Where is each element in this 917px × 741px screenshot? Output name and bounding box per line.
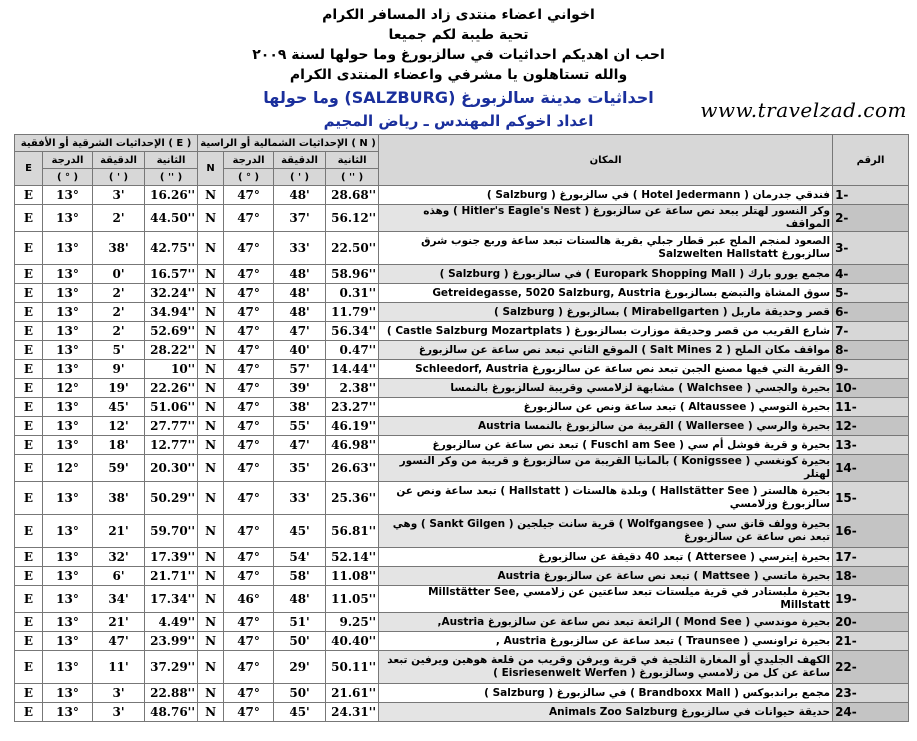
east-seconds: 17.34'': [145, 586, 198, 613]
row-number: 2-: [833, 205, 909, 232]
north-seconds: 58.96'': [326, 265, 379, 284]
north-degrees: 47°: [224, 436, 274, 455]
east-seconds: 22.26'': [145, 379, 198, 398]
north-degrees: 47°: [224, 322, 274, 341]
north-degrees: 47°: [224, 341, 274, 360]
north-letter: N: [198, 232, 224, 265]
north-seconds: 23.27'': [326, 398, 379, 417]
north-letter: N: [198, 379, 224, 398]
place-name: بحيرة و قرية فوشل أم سي ( Fuschl am See ) تبعد نص ساعة عن سالزبورغ: [379, 436, 833, 455]
north-degrees: 47°: [224, 703, 274, 722]
north-degrees: 47°: [224, 455, 274, 482]
north-degrees: 47°: [224, 379, 274, 398]
row-number: 17-: [833, 548, 909, 567]
north-letter: N: [198, 651, 224, 684]
table-row: [15, 515, 909, 548]
table-row: [15, 613, 909, 632]
north-seconds: 56.34'': [326, 322, 379, 341]
east-minutes: 2': [93, 322, 145, 341]
east-seconds: 12.77'': [145, 436, 198, 455]
east-seconds: 23.99'': [145, 632, 198, 651]
document-title: احداثيات مدينة سالزبورغ (SALZBURG) وما حولها: [263, 88, 654, 107]
place-name: بحيرة ملبستادر في قرية ميلستات تبعد ساعتين عن زلامسي Millstätter See, Millstatt: [379, 586, 833, 613]
north-seconds: 56.12'': [326, 205, 379, 232]
east-minutes: 2': [93, 205, 145, 232]
place-header: المكان: [379, 135, 833, 186]
table-row: [15, 265, 909, 284]
place-name: بحيرة إيترسي ( Attersee ) تبعد 40 دقيقة عن سالزبورغ: [379, 548, 833, 567]
east-letter: E: [15, 205, 43, 232]
north-letter: N: [198, 303, 224, 322]
place-name: بحيرة هالستر ( Hallstätter See ) وبلدة هالستات ( Hallstatt ) تبعد ساعة ونص عن سالزبورغ وزلامسي: [379, 482, 833, 515]
east-seconds: 17.39'': [145, 548, 198, 567]
east-seconds: 16.57'': [145, 265, 198, 284]
east-degrees: 13°: [43, 232, 93, 265]
north-minutes: 48': [274, 265, 326, 284]
n-degrees-header: الدرجة: [224, 152, 274, 169]
north-seconds: 40.40'': [326, 632, 379, 651]
row-number: 24-: [833, 703, 909, 722]
east-degrees: 13°: [43, 398, 93, 417]
table-row: [15, 684, 909, 703]
north-degrees: 47°: [224, 651, 274, 684]
north-minutes: 48': [274, 303, 326, 322]
north-letter: N: [198, 265, 224, 284]
east-seconds: 22.88'': [145, 684, 198, 703]
east-degrees: 12°: [43, 455, 93, 482]
east-letter: E: [15, 186, 43, 205]
intro-line: احب ان اهديكم احداثيات في سالزبورغ وما حولها لسنة ٢٠٠٩: [252, 47, 665, 63]
row-number: 18-: [833, 567, 909, 586]
east-seconds: 44.50'': [145, 205, 198, 232]
place-name: القرية التي فيها مصنع الجبن تبعد نص ساعة عن سالزبورغ Schleedorf, Austria: [379, 360, 833, 379]
n-seconds-symbol: ( '' ): [326, 169, 379, 186]
row-number: 23-: [833, 684, 909, 703]
place-name: بحيرة والرسي ( Wallersee ) القريبة من سالزبورغ بالنمسا Austria: [379, 417, 833, 436]
north-letter: N: [198, 613, 224, 632]
row-number: 3-: [833, 232, 909, 265]
north-letter: N: [198, 684, 224, 703]
east-seconds: 21.71'': [145, 567, 198, 586]
table-row: [15, 284, 909, 303]
east-letter: E: [15, 360, 43, 379]
north-seconds: 11.79'': [326, 303, 379, 322]
east-minutes: 21': [93, 613, 145, 632]
east-letter: E: [15, 455, 43, 482]
place-name: مواقف مكان الملح ( Salt Mines 2 ) الموقع الثاني تبعد نص ساعة عن سالزبورغ: [379, 341, 833, 360]
e-minutes-symbol: ( ' ): [93, 169, 145, 186]
north-minutes: 57': [274, 360, 326, 379]
place-name: حديقة حيوانات في سالزبورغ Animals Zoo Salzburg: [379, 703, 833, 722]
n-degrees-symbol: ( ° ): [224, 169, 274, 186]
north-seconds: 52.14'': [326, 548, 379, 567]
n-seconds-header: الثانية: [326, 152, 379, 169]
north-seconds: 46.19'': [326, 417, 379, 436]
place-name: بحيرة التوسي ( Altaussee ) تبعد ساعة ونص عن سالزبورغ: [379, 398, 833, 417]
greeting-line: اخواني اعضاء منتدى زاد المسافر الكرام: [322, 7, 595, 23]
table-row: [15, 379, 909, 398]
east-minutes: 38': [93, 232, 145, 265]
e-minutes-header: الدقيقة: [93, 152, 145, 169]
north-degrees: 47°: [224, 567, 274, 586]
row-number: 15-: [833, 482, 909, 515]
table-row: [15, 703, 909, 722]
north-seconds: 14.44'': [326, 360, 379, 379]
north-seconds: 21.61'': [326, 684, 379, 703]
east-degrees: 13°: [43, 186, 93, 205]
table-row: [15, 205, 909, 232]
north-degrees: 47°: [224, 482, 274, 515]
n-minutes-header: الدقيقة: [274, 152, 326, 169]
east-degrees: 13°: [43, 515, 93, 548]
table-row: [15, 455, 909, 482]
east-seconds: 32.24'': [145, 284, 198, 303]
east-degrees: 13°: [43, 703, 93, 722]
east-letter: E: [15, 703, 43, 722]
east-letter: E: [15, 632, 43, 651]
place-name: بحيرة تراونسي ( Traunsee ) تبعد ساعة عن سالزبورغ Austria ,: [379, 632, 833, 651]
east-letter: E: [15, 303, 43, 322]
east-seconds: 27.77'': [145, 417, 198, 436]
north-seconds: 2.38'': [326, 379, 379, 398]
header-row-top: [15, 135, 909, 152]
north-seconds: 28.68'': [326, 186, 379, 205]
north-degrees: 47°: [224, 303, 274, 322]
greeting-subline: تحية طيبة لكم جميعا: [388, 27, 529, 43]
table-row: [15, 548, 909, 567]
row-number: 9-: [833, 360, 909, 379]
east-minutes: 21': [93, 515, 145, 548]
east-minutes: 19': [93, 379, 145, 398]
east-letter: E: [15, 567, 43, 586]
east-degrees: 13°: [43, 360, 93, 379]
north-seconds: 0.47'': [326, 341, 379, 360]
east-degrees: 13°: [43, 632, 93, 651]
place-name: الكهف الجليدي أو المغارة الثلجية في قرية ويرفن وقريب من قلعة هوهين ويرفين تبعد ساعة عن كل من زلامسي وسالزبورغ ( Eisriesenwelt Werfen ): [379, 651, 833, 684]
place-name: بحيرة ماتسي ( Mattsee ) تبعد نص ساعة عن سالزبورغ Austria: [379, 567, 833, 586]
north-seconds: 26.63'': [326, 455, 379, 482]
north-letter: N: [198, 548, 224, 567]
east-minutes: 12': [93, 417, 145, 436]
north-seconds: 24.31'': [326, 703, 379, 722]
east-degrees: 13°: [43, 322, 93, 341]
n-minutes-symbol: ( ' ): [274, 169, 326, 186]
east-letter: E: [15, 586, 43, 613]
north-minutes: 50': [274, 632, 326, 651]
east-letter: E: [15, 322, 43, 341]
row-number: 21-: [833, 632, 909, 651]
north-letter: N: [198, 205, 224, 232]
east-letter: E: [15, 651, 43, 684]
north-degrees: 47°: [224, 632, 274, 651]
place-name: الصعود لمنجم الملح عبر قطار جبلي بقرية هالستات تبعد ساعة وربع جنوب شرق سالزبورغ Salzwelten Hallstatt: [379, 232, 833, 265]
east-seconds: 34.94'': [145, 303, 198, 322]
north-degrees: 47°: [224, 515, 274, 548]
east-degrees: 13°: [43, 303, 93, 322]
table-row: [15, 651, 909, 684]
north-degrees: 47°: [224, 360, 274, 379]
website-watermark: www.travelzad.com: [700, 98, 907, 122]
north-degrees: 47°: [224, 417, 274, 436]
row-number: 13-: [833, 436, 909, 455]
east-letter: E: [15, 284, 43, 303]
north-degrees: 47°: [224, 186, 274, 205]
east-minutes: 3': [93, 684, 145, 703]
author-line: اعداد اخوكم المهندس ـ رياض المجيم: [323, 112, 594, 130]
table-row: [15, 436, 909, 455]
north-letter: N: [198, 398, 224, 417]
north-minutes: 39': [274, 379, 326, 398]
north-minutes: 33': [274, 482, 326, 515]
north-seconds: 25.36'': [326, 482, 379, 515]
north-minutes: 35': [274, 455, 326, 482]
row-number: 14-: [833, 455, 909, 482]
east-degrees: 13°: [43, 284, 93, 303]
north-seconds: 0.31'': [326, 284, 379, 303]
row-number: 7-: [833, 322, 909, 341]
place-name: وكر النسور لهتلر يبعد نص ساعة عن سالزبورغ ( Hitler's Eagle's Nest ) وهذه المواقف: [379, 205, 833, 232]
north-minutes: 58': [274, 567, 326, 586]
row-number: 10-: [833, 379, 909, 398]
north-minutes: 38': [274, 398, 326, 417]
row-number: 20-: [833, 613, 909, 632]
east-minutes: 34': [93, 586, 145, 613]
table-body: [15, 186, 909, 722]
east-degrees: 13°: [43, 684, 93, 703]
e-letter-header: E: [15, 152, 43, 186]
row-number: 16-: [833, 515, 909, 548]
table-row: [15, 341, 909, 360]
e-seconds-header: الثانية: [145, 152, 198, 169]
east-seconds: 51.06'': [145, 398, 198, 417]
east-minutes: 5': [93, 341, 145, 360]
table-row: [15, 360, 909, 379]
north-minutes: 40': [274, 341, 326, 360]
east-degrees: 13°: [43, 548, 93, 567]
east-letter: E: [15, 341, 43, 360]
east-letter: E: [15, 613, 43, 632]
north-letter: N: [198, 417, 224, 436]
east-seconds: 37.29'': [145, 651, 198, 684]
north-letter: N: [198, 482, 224, 515]
east-minutes: 32': [93, 548, 145, 567]
north-minutes: 50': [274, 684, 326, 703]
north-minutes: 48': [274, 284, 326, 303]
north-minutes: 51': [274, 613, 326, 632]
north-seconds: 22.50'': [326, 232, 379, 265]
north-seconds: 56.81'': [326, 515, 379, 548]
north-minutes: 33': [274, 232, 326, 265]
north-minutes: 54': [274, 548, 326, 567]
coordinates-table: [14, 134, 909, 722]
east-seconds: 50.29'': [145, 482, 198, 515]
table-row: [15, 482, 909, 515]
east-seconds: 42.75'': [145, 232, 198, 265]
north-letter: N: [198, 360, 224, 379]
north-minutes: 45': [274, 515, 326, 548]
north-degrees: 47°: [224, 548, 274, 567]
north-minutes: 47': [274, 436, 326, 455]
east-minutes: 11': [93, 651, 145, 684]
north-minutes: 37': [274, 205, 326, 232]
table-row: [15, 322, 909, 341]
place-name: بحيرة وولف قانق سي ( Wolfgangsee ) قرية سانت جيلجين ( Sankt Gilgen ) وهي تبعد نص ساعة عن سالزبورغ: [379, 515, 833, 548]
north-seconds: 11.08'': [326, 567, 379, 586]
east-seconds: 59.70'': [145, 515, 198, 548]
north-degrees: 46°: [224, 586, 274, 613]
east-seconds: 48.76'': [145, 703, 198, 722]
east-letter: E: [15, 398, 43, 417]
east-minutes: 2': [93, 303, 145, 322]
north-minutes: 55': [274, 417, 326, 436]
east-letter: E: [15, 417, 43, 436]
east-letter: E: [15, 548, 43, 567]
table-row: [15, 586, 909, 613]
table-row: [15, 398, 909, 417]
row-number: 4-: [833, 265, 909, 284]
north-seconds: 46.98'': [326, 436, 379, 455]
east-seconds: 20.30'': [145, 455, 198, 482]
east-letter: E: [15, 684, 43, 703]
east-degrees: 13°: [43, 613, 93, 632]
north-minutes: 48': [274, 586, 326, 613]
row-number: 8-: [833, 341, 909, 360]
north-minutes: 45': [274, 703, 326, 722]
e-degrees-symbol: ( ° ): [43, 169, 93, 186]
east-seconds: 28.22'': [145, 341, 198, 360]
north-degrees: 47°: [224, 284, 274, 303]
north-letter: N: [198, 632, 224, 651]
east-minutes: 0': [93, 265, 145, 284]
place-name: شارع القريب من قصر وحديقة موزارت بسالزبورغ ( Castle Salzburg Mozartplats ): [379, 322, 833, 341]
east-seconds: 10'': [145, 360, 198, 379]
east-degrees: 13°: [43, 586, 93, 613]
dedication-line: والله تستاهلون يا مشرفي واعضاء المنتدى الكرام: [289, 67, 628, 83]
north-degrees: 47°: [224, 684, 274, 703]
north-seconds: 11.05'': [326, 586, 379, 613]
row-number: 19-: [833, 586, 909, 613]
east-minutes: 6': [93, 567, 145, 586]
e-seconds-symbol: ( '' ): [145, 169, 198, 186]
east-minutes: 2': [93, 284, 145, 303]
number-header: الرقم: [833, 135, 909, 186]
north-letter: N: [198, 455, 224, 482]
east-minutes: 9': [93, 360, 145, 379]
place-name: قصر وحديقة ماربل ( Mirabellgarten ) بسالزبورغ ( Salzburg ): [379, 303, 833, 322]
east-minutes: 45': [93, 398, 145, 417]
north-letter: N: [198, 322, 224, 341]
east-seconds: 16.26'': [145, 186, 198, 205]
east-group-header: الإحداثيات الشرقية أو الأفقية ( E ): [15, 135, 198, 152]
east-seconds: 4.49'': [145, 613, 198, 632]
place-name: بحيرة موندسي ( Mond See ) الرائعة تبعد نص ساعة عن سالزبورغ Austria,: [379, 613, 833, 632]
north-minutes: 47': [274, 322, 326, 341]
place-name: مجمع يورو بارك ( Europark Shopping Mall ) في سالزبورغ ( Salzburg ): [379, 265, 833, 284]
east-degrees: 13°: [43, 436, 93, 455]
table-row: [15, 632, 909, 651]
east-degrees: 13°: [43, 205, 93, 232]
north-minutes: 29': [274, 651, 326, 684]
east-letter: E: [15, 232, 43, 265]
east-letter: E: [15, 436, 43, 455]
east-minutes: 18': [93, 436, 145, 455]
east-minutes: 47': [93, 632, 145, 651]
row-number: 22-: [833, 651, 909, 684]
east-minutes: 3': [93, 186, 145, 205]
north-degrees: 47°: [224, 265, 274, 284]
place-name: فندقي جدرمان ( Hotel Jedermann ) في سالزبورغ ( Salzburg ): [379, 186, 833, 205]
north-group-header: الإحداثيات الشمالية أو الراسية ( N ): [198, 135, 379, 152]
north-seconds: 9.25'': [326, 613, 379, 632]
east-letter: E: [15, 265, 43, 284]
north-letter: N: [198, 341, 224, 360]
table-row: [15, 186, 909, 205]
north-seconds: 50.11'': [326, 651, 379, 684]
east-seconds: 52.69'': [145, 322, 198, 341]
north-letter: N: [198, 515, 224, 548]
row-number: 5-: [833, 284, 909, 303]
north-letter: N: [198, 284, 224, 303]
north-letter: N: [198, 186, 224, 205]
east-degrees: 13°: [43, 482, 93, 515]
place-name: بحيرة كونغسي ( Konigssee ) بألمانيا القريبة من سالزبورغ و قريبة من وكر النسور لهتلر: [379, 455, 833, 482]
east-letter: E: [15, 379, 43, 398]
row-number: 11-: [833, 398, 909, 417]
east-letter: E: [15, 482, 43, 515]
north-minutes: 48': [274, 186, 326, 205]
east-degrees: 13°: [43, 341, 93, 360]
row-number: 1-: [833, 186, 909, 205]
north-letter: N: [198, 436, 224, 455]
north-degrees: 47°: [224, 205, 274, 232]
north-degrees: 47°: [224, 398, 274, 417]
place-name: بحيرة والجسي ( Walchsee ) مشابهة لزلامسي وقريبة لسالزبورغ بالنمسا: [379, 379, 833, 398]
e-degrees-header: الدرجة: [43, 152, 93, 169]
east-minutes: 3': [93, 703, 145, 722]
north-letter: N: [198, 703, 224, 722]
east-degrees: 13°: [43, 265, 93, 284]
table-row: [15, 417, 909, 436]
table-row: [15, 303, 909, 322]
north-degrees: 47°: [224, 613, 274, 632]
place-name: مجمع براندبوكس ( Brandboxx Mall ) في سالزبورغ ( Salzburg ): [379, 684, 833, 703]
east-minutes: 59': [93, 455, 145, 482]
table-row: [15, 232, 909, 265]
row-number: 12-: [833, 417, 909, 436]
n-letter-header: N: [198, 152, 224, 186]
north-letter: N: [198, 586, 224, 613]
east-degrees: 13°: [43, 567, 93, 586]
north-degrees: 47°: [224, 232, 274, 265]
table-row: [15, 567, 909, 586]
east-degrees: 13°: [43, 417, 93, 436]
east-degrees: 12°: [43, 379, 93, 398]
east-degrees: 13°: [43, 651, 93, 684]
place-name: سوق المشاة والتبضع بسالزبورغ Getreidegasse, 5020 Salzburg, Austria: [379, 284, 833, 303]
page-header: [0, 0, 917, 134]
row-number: 6-: [833, 303, 909, 322]
east-minutes: 38': [93, 482, 145, 515]
north-letter: N: [198, 567, 224, 586]
east-letter: E: [15, 515, 43, 548]
